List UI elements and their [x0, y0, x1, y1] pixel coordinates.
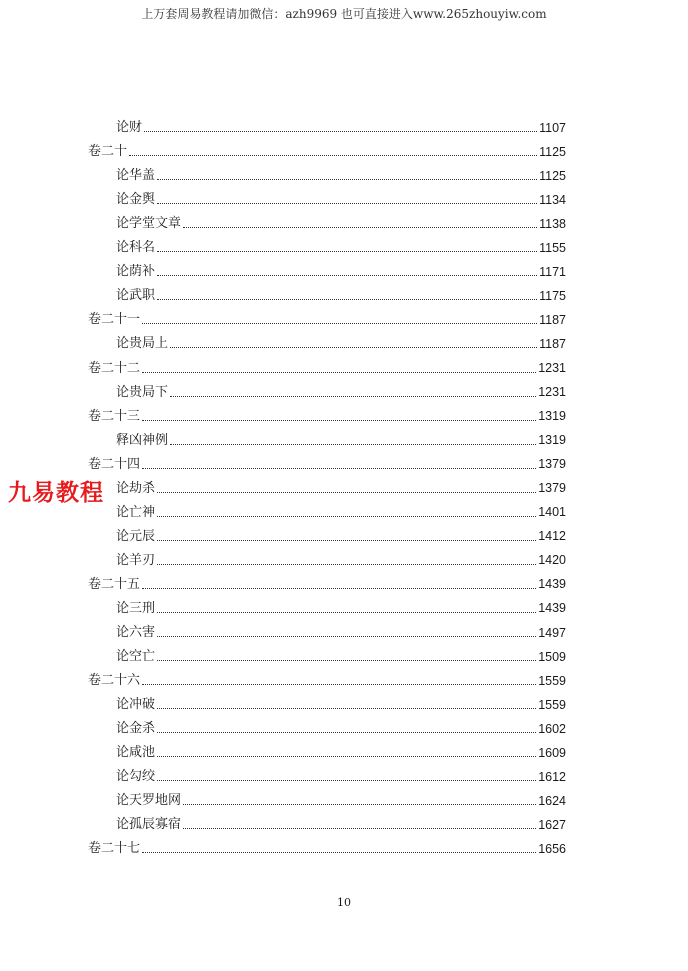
toc-entry-page: 1187	[539, 336, 566, 351]
toc-dot-leader	[157, 732, 536, 733]
toc-dot-leader	[157, 780, 536, 781]
toc-dot-leader	[170, 396, 536, 397]
toc-entry-title: 论亡神	[116, 504, 156, 520]
toc-section-entry	[88, 160, 566, 184]
toc-entry-title: 卷二十四	[88, 456, 141, 472]
toc-section-entry	[88, 328, 566, 352]
toc-volume-entry	[88, 304, 566, 328]
toc-entry-page: 1609	[538, 745, 566, 760]
toc-entry-title: 论学堂文章	[116, 216, 182, 232]
toc-entry-page: 1187	[539, 312, 566, 327]
toc-dot-leader	[170, 444, 536, 445]
toc-entry-title: 论三刑	[116, 600, 156, 616]
toc-dot-leader	[142, 420, 536, 421]
toc-entry-title: 论咸池	[116, 745, 156, 761]
toc-entry-title: 卷二十七	[88, 841, 141, 857]
toc-entry-title: 卷二十六	[88, 673, 141, 689]
toc-section-entry	[88, 737, 566, 761]
toc-entry-page: 1602	[538, 721, 566, 736]
toc-entry-title: 卷二十一	[88, 312, 141, 328]
toc-entry-page: 1497	[538, 625, 566, 640]
toc-dot-leader	[142, 323, 537, 324]
toc-entry-title: 论财	[116, 120, 143, 136]
toc-entry-title: 论天罗地网	[116, 793, 182, 809]
toc-entry-title: 论华盖	[116, 168, 156, 184]
toc-entry-title: 论科名	[116, 240, 156, 256]
toc-entry-title: 卷二十三	[88, 408, 141, 424]
toc-section-entry	[88, 761, 566, 785]
toc-entry-page: 1379	[538, 481, 566, 496]
toc-entry-title: 卷二十五	[88, 576, 141, 592]
toc-entry-title: 论贵局上	[116, 336, 169, 352]
toc-section-entry	[88, 617, 566, 641]
toc-dot-leader	[142, 468, 536, 469]
toc-section-entry	[88, 377, 566, 401]
toc-entry-page: 1171	[539, 264, 566, 279]
toc-section-entry	[88, 809, 566, 833]
toc-entry-title: 卷二十二	[88, 360, 141, 376]
toc-volume-entry	[88, 401, 566, 425]
toc-entry-page: 1319	[538, 433, 566, 448]
toc-entry-title: 论金舆	[116, 192, 156, 208]
toc-volume-entry	[88, 136, 566, 160]
toc-volume-entry	[88, 352, 566, 376]
toc-entry-title: 论孤辰寡宿	[116, 817, 182, 833]
toc-dot-leader	[183, 804, 536, 805]
toc-entry-page: 1125	[539, 144, 566, 159]
toc-entry-page: 1134	[539, 192, 566, 207]
table-of-contents	[88, 112, 566, 857]
toc-dot-leader	[157, 516, 536, 517]
toc-dot-leader	[142, 372, 536, 373]
toc-dot-leader	[157, 179, 537, 180]
toc-entry-title: 论金杀	[116, 721, 156, 737]
toc-entry-page: 1319	[538, 409, 566, 424]
toc-entry-page: 1379	[538, 457, 566, 472]
toc-entry-page: 1138	[539, 216, 566, 231]
toc-volume-entry	[88, 569, 566, 593]
toc-dot-leader	[157, 660, 536, 661]
toc-entry-page: 1420	[538, 553, 566, 568]
toc-entry-page: 1412	[538, 529, 566, 544]
toc-dot-leader	[157, 492, 536, 493]
toc-entry-page: 1559	[538, 673, 566, 688]
toc-entry-page: 1656	[538, 841, 566, 856]
toc-entry-page: 1627	[538, 817, 566, 832]
toc-entry-page: 1231	[538, 385, 566, 400]
toc-section-entry	[88, 208, 566, 232]
toc-dot-leader	[157, 636, 536, 637]
toc-entry-title: 论荫补	[116, 264, 156, 280]
toc-entry-page: 1155	[539, 240, 566, 255]
toc-entry-title: 论羊刃	[116, 552, 156, 568]
toc-dot-leader	[129, 155, 537, 156]
toc-dot-leader	[142, 588, 536, 589]
toc-entry-page: 1612	[538, 769, 566, 784]
toc-section-entry	[88, 280, 566, 304]
toc-dot-leader	[157, 540, 536, 541]
toc-section-entry	[88, 112, 566, 136]
toc-entry-page: 1439	[538, 577, 566, 592]
toc-entry-page: 1231	[538, 361, 566, 376]
page-header: 上万套周易教程请加微信：azh9969 也可直接进入www.265zhouyiw.com	[141, 7, 547, 21]
toc-entry-page: 1439	[538, 601, 566, 616]
toc-section-entry	[88, 425, 566, 449]
toc-section-entry	[88, 713, 566, 737]
toc-dot-leader	[157, 203, 537, 204]
toc-volume-entry	[88, 665, 566, 689]
toc-section-entry	[88, 689, 566, 713]
toc-section-entry	[88, 593, 566, 617]
toc-dot-leader	[183, 227, 537, 228]
page-number: 10	[337, 896, 351, 909]
toc-section-entry	[88, 256, 566, 280]
toc-section-entry	[88, 641, 566, 665]
toc-entry-page: 1624	[538, 793, 566, 808]
toc-dot-leader	[157, 612, 536, 613]
toc-section-entry	[88, 497, 566, 521]
toc-entry-page: 1107	[539, 120, 566, 135]
toc-dot-leader	[157, 756, 536, 757]
toc-entry-title: 论六害	[116, 625, 156, 641]
toc-dot-leader	[170, 347, 537, 348]
toc-entry-page: 1125	[539, 168, 566, 183]
toc-entry-title: 释凶神例	[116, 432, 169, 448]
toc-dot-leader	[157, 275, 537, 276]
toc-entry-title: 论空亡	[116, 649, 156, 665]
toc-entry-page: 1175	[539, 288, 566, 303]
toc-dot-leader	[157, 299, 537, 300]
toc-dot-leader	[157, 708, 536, 709]
toc-entry-title: 论武职	[116, 288, 156, 304]
toc-entry-title: 论劫杀	[116, 480, 156, 496]
toc-entry-title: 论冲破	[116, 697, 156, 713]
toc-section-entry	[88, 545, 566, 569]
toc-dot-leader	[183, 828, 536, 829]
toc-entry-page: 1559	[538, 697, 566, 712]
toc-section-entry	[88, 473, 566, 497]
toc-volume-entry	[88, 833, 566, 857]
toc-dot-leader	[142, 684, 536, 685]
toc-entry-page: 1401	[538, 505, 566, 520]
toc-section-entry	[88, 785, 566, 809]
toc-entry-title: 论元辰	[116, 528, 156, 544]
toc-dot-leader	[157, 564, 536, 565]
toc-dot-leader	[157, 251, 537, 252]
toc-dot-leader	[144, 131, 537, 132]
toc-entry-page: 1509	[538, 649, 566, 664]
toc-entry-title: 论勾绞	[116, 769, 156, 785]
toc-section-entry	[88, 232, 566, 256]
toc-section-entry	[88, 184, 566, 208]
toc-entry-title: 卷二十	[88, 144, 128, 160]
toc-dot-leader	[142, 852, 536, 853]
toc-entry-title: 论贵局下	[116, 384, 169, 400]
watermark-logo: 九易教程	[8, 480, 104, 506]
toc-section-entry	[88, 521, 566, 545]
toc-volume-entry	[88, 449, 566, 473]
